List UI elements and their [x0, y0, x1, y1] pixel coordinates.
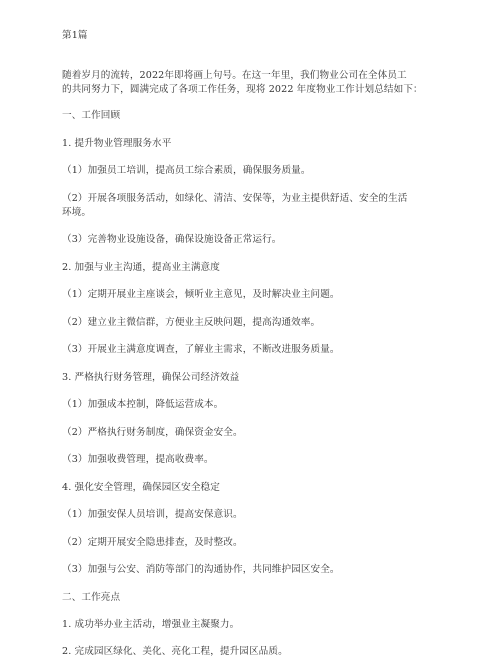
list-item: （1）加强成本控制，降低运营成本。	[62, 399, 224, 410]
list-item: （3）加强与公安、消防等部门的沟通协作，共同维护园区安全。	[62, 564, 340, 575]
intro-paragraph-line-1: 随着岁月的流转，2022年即将画上句号。在这一年里，我们物业公司在全体员工	[62, 70, 407, 81]
item-heading-2: 2. 加强与业主沟通，提高业主满意度	[62, 262, 220, 273]
list-item-continuation: 环境。	[62, 207, 92, 218]
list-item: （2）建立业主微信群，方便业主反映问题，提高沟通效率。	[62, 317, 321, 328]
list-item: （3）开展业主满意度调查，了解业主需求，不断改进服务质量。	[62, 344, 340, 355]
list-item: （2）开展各项服务活动，如绿化、清洁、安保等，为业主提供舒适、安全的生活	[62, 193, 408, 204]
section-heading-highlights: 二、工作亮点	[62, 592, 121, 603]
item-heading-3: 3. 严格执行财务管理，确保公司经济效益	[62, 372, 240, 383]
list-item: （1）加强安保人员培训，提高安保意识。	[62, 509, 243, 520]
intro-paragraph-line-2: 的共同努力下，圆满完成了各项工作任务，现将 2022 年度物业工作计划总结如下：	[62, 84, 423, 95]
list-item: （1）加强员工培训，提高员工综合素质，确保服务质量。	[62, 165, 311, 176]
list-item: （2）定期开展安全隐患排查，及时整改。	[62, 537, 243, 548]
section-heading-review: 一、工作回顾	[62, 110, 121, 121]
list-item: （3）加强收费管理，提高收费率。	[62, 454, 214, 465]
item-heading-4: 4. 强化安全管理，确保园区安全稳定	[62, 482, 220, 493]
highlight-item: 2. 完成园区绿化、美化、亮化工程，提升园区品质。	[62, 646, 288, 657]
item-heading-1: 1. 提升物业管理服务水平	[62, 138, 172, 149]
list-item: （1）定期开展业主座谈会，倾听业主意见，及时解决业主问题。	[62, 289, 340, 300]
highlight-item: 1. 成功举办业主活动，增强业主凝聚力。	[62, 619, 240, 630]
document-title: 第1篇	[62, 30, 88, 41]
list-item: （2）严格执行财务制度，确保资金安全。	[62, 427, 243, 438]
list-item: （3）完善物业设施设备，确保设施设备正常运行。	[62, 234, 282, 245]
